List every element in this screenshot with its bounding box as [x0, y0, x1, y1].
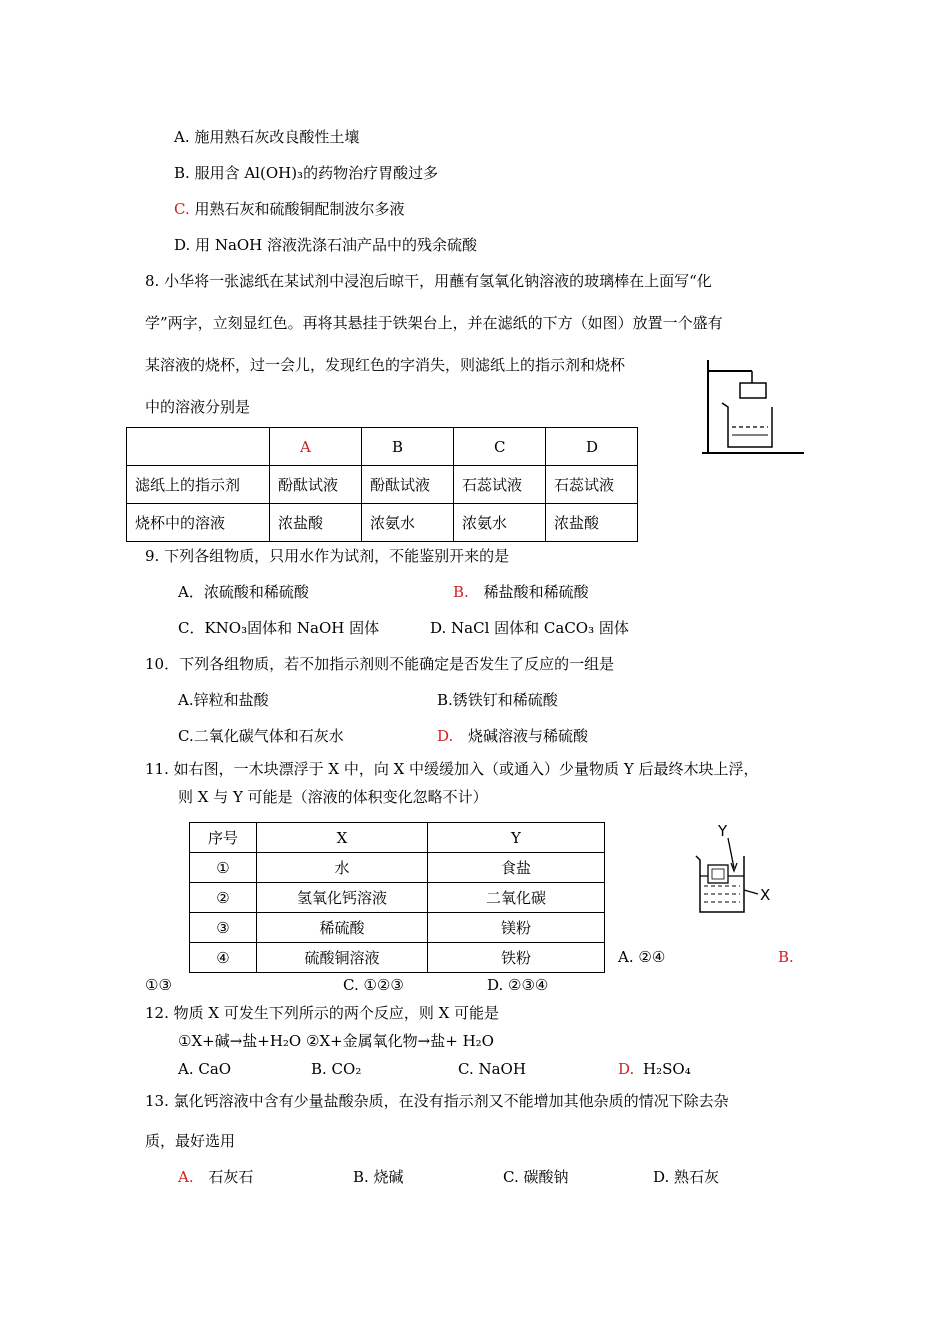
table-cell: 浓氨水	[454, 504, 546, 542]
q10-option-c: C.二氧化碳气体和石灰水	[178, 727, 344, 745]
q12-option-a: A. CaO	[178, 1060, 232, 1078]
q13-option-a	[178, 1167, 253, 1187]
q8-table	[126, 427, 638, 542]
table-cell: 镁粉	[428, 913, 605, 943]
table-cell: 浓盐酸	[270, 504, 362, 542]
q11-floating-block-figure	[690, 818, 790, 918]
option-label-answer: D.	[437, 727, 454, 745]
q12-option-b: B. CO₂	[311, 1060, 362, 1078]
table-cell	[127, 428, 270, 466]
q12-option-c: C. NaOH	[458, 1060, 526, 1078]
option-label-answer: A.	[178, 1168, 194, 1186]
table-cell: 稀硫酸	[257, 913, 428, 943]
table-cell: 食盐	[428, 853, 605, 883]
table-row	[127, 428, 638, 466]
q13-stem-line2: 质，最好选用	[145, 1132, 236, 1150]
option-label: D.	[174, 236, 191, 254]
table-cell: 硫酸铜溶液	[257, 943, 428, 973]
q11-option-d: D. ②③④	[487, 976, 549, 994]
table-header: B	[362, 428, 454, 466]
table-row	[127, 466, 638, 504]
q8-stem-line4: 中的溶液分别是	[145, 398, 251, 416]
q11-option-c: C. ①②③	[343, 976, 404, 994]
option-text: 用 NaOH 溶液洗涤石油产品中的残余硫酸	[195, 236, 478, 254]
table-cell: 铁粉	[428, 943, 605, 973]
q13-option-c: C. 碳酸钠	[503, 1168, 569, 1186]
q7-option-a	[174, 127, 359, 147]
option-text: 石灰石	[208, 1168, 254, 1186]
table-cell: ③	[190, 913, 257, 943]
q11-stem-line2: 则 X 与 Y 可能是（溶液的体积变化忽略不计）	[178, 788, 488, 806]
q11-option-a: A. ②④	[618, 948, 666, 966]
option-text: H₂SO₄	[643, 1060, 691, 1078]
figure-label-x: X	[760, 886, 771, 904]
option-label-answer: C.	[174, 200, 190, 218]
table-row	[190, 913, 605, 943]
q9-stem: 9. 下列各组物质，只用水作为试剂，不能鉴别开来的是	[145, 547, 510, 565]
table-row	[127, 504, 638, 542]
q13-stem-line1: 13. 氯化钙溶液中含有少量盐酸杂质，在没有指示剂又不能增加其他杂质的情况下除去杂	[145, 1092, 729, 1110]
q12-reactions: ①X+碱→盐+H₂O ②X+金属氧化物→盐+ H₂O	[178, 1032, 494, 1050]
table-row	[190, 943, 605, 973]
q11-stem-line1: 11. 如右图，一木块漂浮于 X 中，向 X 中缓缓加入（或通入）少量物质 Y 后最终木块上浮，	[145, 760, 759, 778]
table-cell: 二氧化碳	[428, 883, 605, 913]
table-cell: 浓盐酸	[546, 504, 638, 542]
q8-beaker-stand-figure	[700, 355, 810, 460]
q9-option-c: C．KNO₃固体和 NaOH 固体	[178, 619, 380, 637]
table-header-answer: A	[270, 428, 362, 466]
q10-option-a: A.锌粒和盐酸	[178, 691, 269, 709]
q13-option-d: D. 熟石灰	[653, 1168, 720, 1186]
q7-option-d	[174, 235, 477, 255]
table-header: 序号	[190, 823, 257, 853]
q11-option-b-label: B.	[778, 948, 794, 966]
q9-option-a: A．浓硫酸和稀硫酸	[178, 583, 309, 601]
table-cell: 烧杯中的溶液	[127, 504, 270, 542]
table-header: Y	[428, 823, 605, 853]
q11-option-b-text: ①③	[145, 976, 172, 994]
q9-option-b	[453, 582, 589, 602]
q12-option-d	[618, 1059, 691, 1079]
option-label: B.	[174, 164, 190, 182]
q7-option-c	[174, 199, 405, 219]
table-cell: 酚酞试液	[270, 466, 362, 504]
q10-stem: 10．下列各组物质，若不加指示剂则不能确定是否发生了反应的一组是	[145, 655, 615, 673]
option-text: 稀盐酸和稀硫酸	[483, 583, 589, 601]
table-cell: 滤纸上的指示剂	[127, 466, 270, 504]
q8-stem-line2: 学”两字，立刻显红色。再将其悬挂于铁架台上，并在滤纸的下方（如图）放置一个盛有	[145, 314, 723, 332]
q8-stem-line1: 8. 小华将一张滤纸在某试剂中浸泡后晾干，用蘸有氢氧化钠溶液的玻璃棒在上面写“化	[145, 272, 712, 290]
q13-option-b: B. 烧碱	[353, 1168, 404, 1186]
table-row	[190, 883, 605, 913]
figure-label-y: Y	[718, 822, 728, 840]
option-text: 施用熟石灰改良酸性土壤	[194, 128, 360, 146]
table-cell: 浓氨水	[362, 504, 454, 542]
q10-option-b: B.锈铁钉和稀硫酸	[437, 691, 558, 709]
option-label-answer: B.	[453, 583, 469, 601]
table-cell: 氢氧化钙溶液	[257, 883, 428, 913]
q8-stem-line3: 某溶液的烧杯，过一会儿，发现红色的字消失，则滤纸上的指示剂和烧杯	[145, 356, 626, 374]
table-cell: 酚酞试液	[362, 466, 454, 504]
q9-option-d: D. NaCl 固体和 CaCO₃ 固体	[430, 619, 629, 637]
option-text: 用熟石灰和硫酸铜配制波尔多液	[194, 200, 405, 218]
option-label-answer: D.	[618, 1060, 635, 1078]
table-header: X	[257, 823, 428, 853]
table-header: C	[454, 428, 546, 466]
option-text: 烧碱溶液与稀硫酸	[468, 727, 589, 745]
q12-stem: 12. 物质 X 可发生下列所示的两个反应，则 X 可能是	[145, 1004, 500, 1022]
table-row	[190, 823, 605, 853]
table-cell: 水	[257, 853, 428, 883]
q11-table	[189, 822, 605, 973]
table-cell: 石蕊试液	[454, 466, 546, 504]
table-cell: 石蕊试液	[546, 466, 638, 504]
table-cell: ①	[190, 853, 257, 883]
table-cell: ②	[190, 883, 257, 913]
option-text: 服用含 Al(OH)₃的药物治疗胃酸过多	[194, 164, 439, 182]
option-label: A.	[174, 128, 190, 146]
q7-option-b	[174, 163, 438, 183]
table-header: D	[546, 428, 638, 466]
q10-option-d	[437, 726, 588, 746]
table-cell: ④	[190, 943, 257, 973]
table-row	[190, 853, 605, 883]
